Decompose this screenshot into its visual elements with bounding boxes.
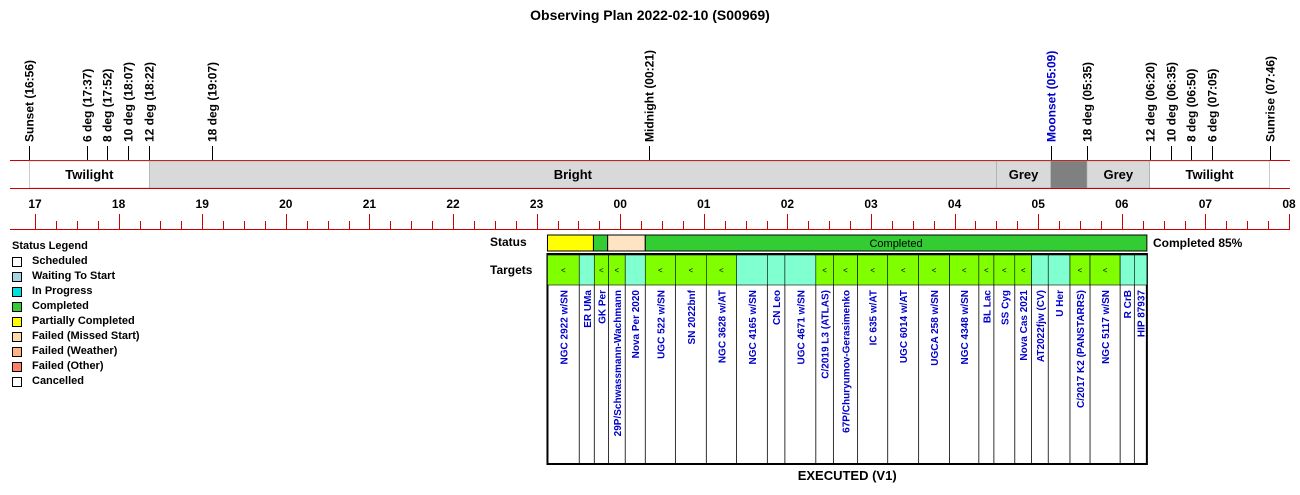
target-name: UGC 6014 w/AT	[899, 290, 911, 364]
event-label: 10 deg (06:35)	[1164, 61, 1179, 142]
target-name: C/2017 K2 (PANSTARRS)	[1076, 290, 1087, 408]
hour-tick-label: 17	[28, 197, 42, 211]
legend-item	[12, 314, 140, 329]
hour-tick-label: 20	[279, 197, 293, 211]
legend-swatch	[12, 257, 22, 267]
legend-label: Failed (Other)	[32, 360, 104, 372]
sky-band-label: Twilight	[65, 167, 114, 182]
legend-label: Cancelled	[32, 375, 84, 387]
target-bar	[785, 255, 816, 285]
targets-row-label: Targets	[490, 263, 533, 277]
target-marker: <	[843, 266, 848, 275]
sky-band-label: Grey	[1103, 167, 1134, 182]
target-marker: <	[688, 266, 694, 275]
target-bar	[1120, 255, 1134, 285]
status-block-label: Completed	[869, 238, 923, 250]
target-name: NGC 4165 w/SN	[747, 290, 759, 365]
hour-tick-label: 00	[613, 197, 627, 211]
target-name: NGC 3628 w/AT	[717, 290, 729, 364]
target-marker: <	[1020, 266, 1026, 275]
status-legend	[12, 240, 140, 389]
sky-band	[1051, 161, 1087, 188]
legend-swatch	[12, 347, 22, 357]
target-marker: <	[1002, 266, 1007, 275]
event-label: 6 deg (07:05)	[1205, 68, 1220, 142]
target-marker: <	[984, 266, 989, 275]
target-bar	[1032, 255, 1049, 285]
target-name: C/2019 L3 (ATLAS)	[820, 290, 832, 379]
legend-label: Failed (Weather)	[32, 345, 118, 357]
legend-swatch	[12, 362, 22, 372]
target-name: UGCA 258 w/SN	[930, 290, 942, 366]
event-label: 12 deg (18:22)	[142, 61, 157, 142]
status-row	[490, 235, 1243, 251]
sky-band-label: Twilight	[1185, 167, 1234, 182]
hour-tick-label: 21	[362, 197, 377, 211]
legend-item	[12, 329, 140, 344]
sky-band-label: Bright	[553, 167, 592, 182]
target-name: R CrB	[1123, 290, 1135, 319]
event-label: 6 deg (17:37)	[80, 68, 95, 142]
targets-panel	[490, 254, 1148, 483]
legend-label: Failed (Missed Start)	[32, 330, 140, 342]
event-label: 8 deg (17:52)	[100, 68, 115, 142]
target-bar	[767, 255, 785, 285]
target-bar	[1048, 255, 1070, 285]
target-name: BL Lac	[982, 290, 994, 324]
legend-title: Status Legend	[12, 240, 88, 252]
event-label: 8 deg (06:50)	[1184, 68, 1199, 142]
target-name: ER UMa	[582, 290, 594, 328]
legend-swatch	[12, 287, 22, 297]
event-label: Moonset (05:09)	[1044, 50, 1059, 142]
hour-tick-label: 04	[947, 197, 962, 211]
legend-item	[12, 284, 140, 299]
hour-tick-label: 03	[864, 197, 878, 211]
target-marker: <	[870, 266, 876, 275]
legend-swatch	[12, 317, 22, 327]
event-label: Sunset (16:56)	[22, 59, 37, 142]
completion-text: Completed 85%	[1153, 236, 1243, 250]
status-block	[547, 235, 593, 251]
target-name: SN 2022bnf	[686, 290, 698, 345]
hour-tick-label: 19	[195, 197, 209, 211]
event-label: Sunrise (07:46)	[1263, 55, 1278, 142]
hour-tick-label: 08	[1282, 197, 1296, 211]
target-name: Nova Cas 2021	[1019, 290, 1031, 361]
target-name: UGC 522 w/SN	[656, 290, 668, 359]
sky-bands	[10, 161, 1290, 189]
legend-swatch	[12, 332, 22, 342]
hour-tick-label: 23	[529, 197, 544, 211]
target-name: UGC 4671 w/SN	[796, 290, 808, 365]
event-label: 18 deg (05:35)	[1080, 61, 1095, 142]
legend-swatch	[12, 302, 22, 312]
hour-tick-label: 18	[111, 197, 126, 211]
target-name: AT2022fjw (CV)	[1035, 290, 1047, 363]
target-bar	[1134, 255, 1147, 285]
target-name: NGC 5117 w/SN	[1101, 290, 1113, 364]
status-block	[608, 235, 646, 251]
event-label: 12 deg (06:20)	[1143, 61, 1158, 142]
hour-axis	[10, 197, 1296, 230]
legend-items	[12, 254, 140, 389]
target-name: 29P/Schwassmann-Wachmann	[612, 290, 624, 437]
legend-item	[12, 359, 140, 374]
legend-label: Completed	[32, 300, 89, 312]
legend-item	[12, 269, 140, 284]
event-label: 18 deg (19:07)	[205, 61, 220, 142]
target-marker: <	[599, 266, 604, 275]
hour-tick-label: 01	[697, 197, 711, 211]
target-marker: <	[1102, 266, 1108, 275]
target-marker: <	[900, 266, 906, 275]
target-name: Nova Per 2020	[631, 290, 643, 359]
target-name: IC 635 w/AT	[868, 290, 880, 346]
legend-label: Partially Completed	[32, 315, 135, 327]
footer-label: EXECUTED (V1)	[797, 468, 897, 483]
target-bar	[625, 255, 645, 285]
event-label: 10 deg (18:07)	[121, 61, 136, 142]
legend-item	[12, 299, 140, 314]
legend-label: Waiting To Start	[32, 270, 116, 282]
target-marker: <	[614, 266, 620, 275]
target-marker: <	[561, 266, 566, 275]
target-marker: <	[961, 266, 967, 275]
target-name: NGC 4348 w/SN	[960, 290, 972, 365]
legend-swatch	[12, 377, 22, 387]
target-marker: <	[719, 266, 724, 275]
target-name: HIP 87937	[1136, 290, 1148, 338]
legend-swatch	[12, 272, 22, 282]
legend-item	[12, 374, 140, 389]
status-row-label: Status	[490, 235, 527, 249]
target-marker: <	[822, 266, 827, 275]
target-name: 67P/Churyumov-Gerasimenko	[841, 290, 853, 433]
target-name: NGC 2922 w/SN	[559, 290, 571, 365]
event-markers	[23, 50, 1278, 160]
target-name: U Her	[1055, 290, 1067, 317]
target-name: CN Leo	[772, 290, 784, 325]
event-label: Midnight (00:21)	[642, 50, 657, 142]
target-marker: <	[657, 266, 663, 275]
legend-item	[12, 344, 140, 359]
target-bar	[736, 255, 767, 285]
status-block	[593, 235, 607, 251]
chart-title: Observing Plan 2022-02-10 (S00969)	[530, 7, 770, 23]
hour-tick-label: 06	[1115, 197, 1129, 211]
target-name: SS Cyg	[1000, 290, 1012, 326]
legend-item	[12, 254, 140, 269]
legend-label: Scheduled	[32, 255, 88, 267]
hour-tick-label: 22	[446, 197, 460, 211]
legend-label: In Progress	[32, 285, 93, 297]
hour-tick-label: 05	[1031, 197, 1045, 211]
sky-band-label: Grey	[1008, 167, 1039, 182]
hour-tick-label: 02	[780, 197, 795, 211]
target-bar	[579, 255, 594, 285]
target-name: GK Per	[597, 290, 609, 324]
target-marker: <	[1077, 266, 1083, 275]
hour-tick-label: 07	[1198, 197, 1213, 211]
target-marker: <	[931, 266, 937, 275]
